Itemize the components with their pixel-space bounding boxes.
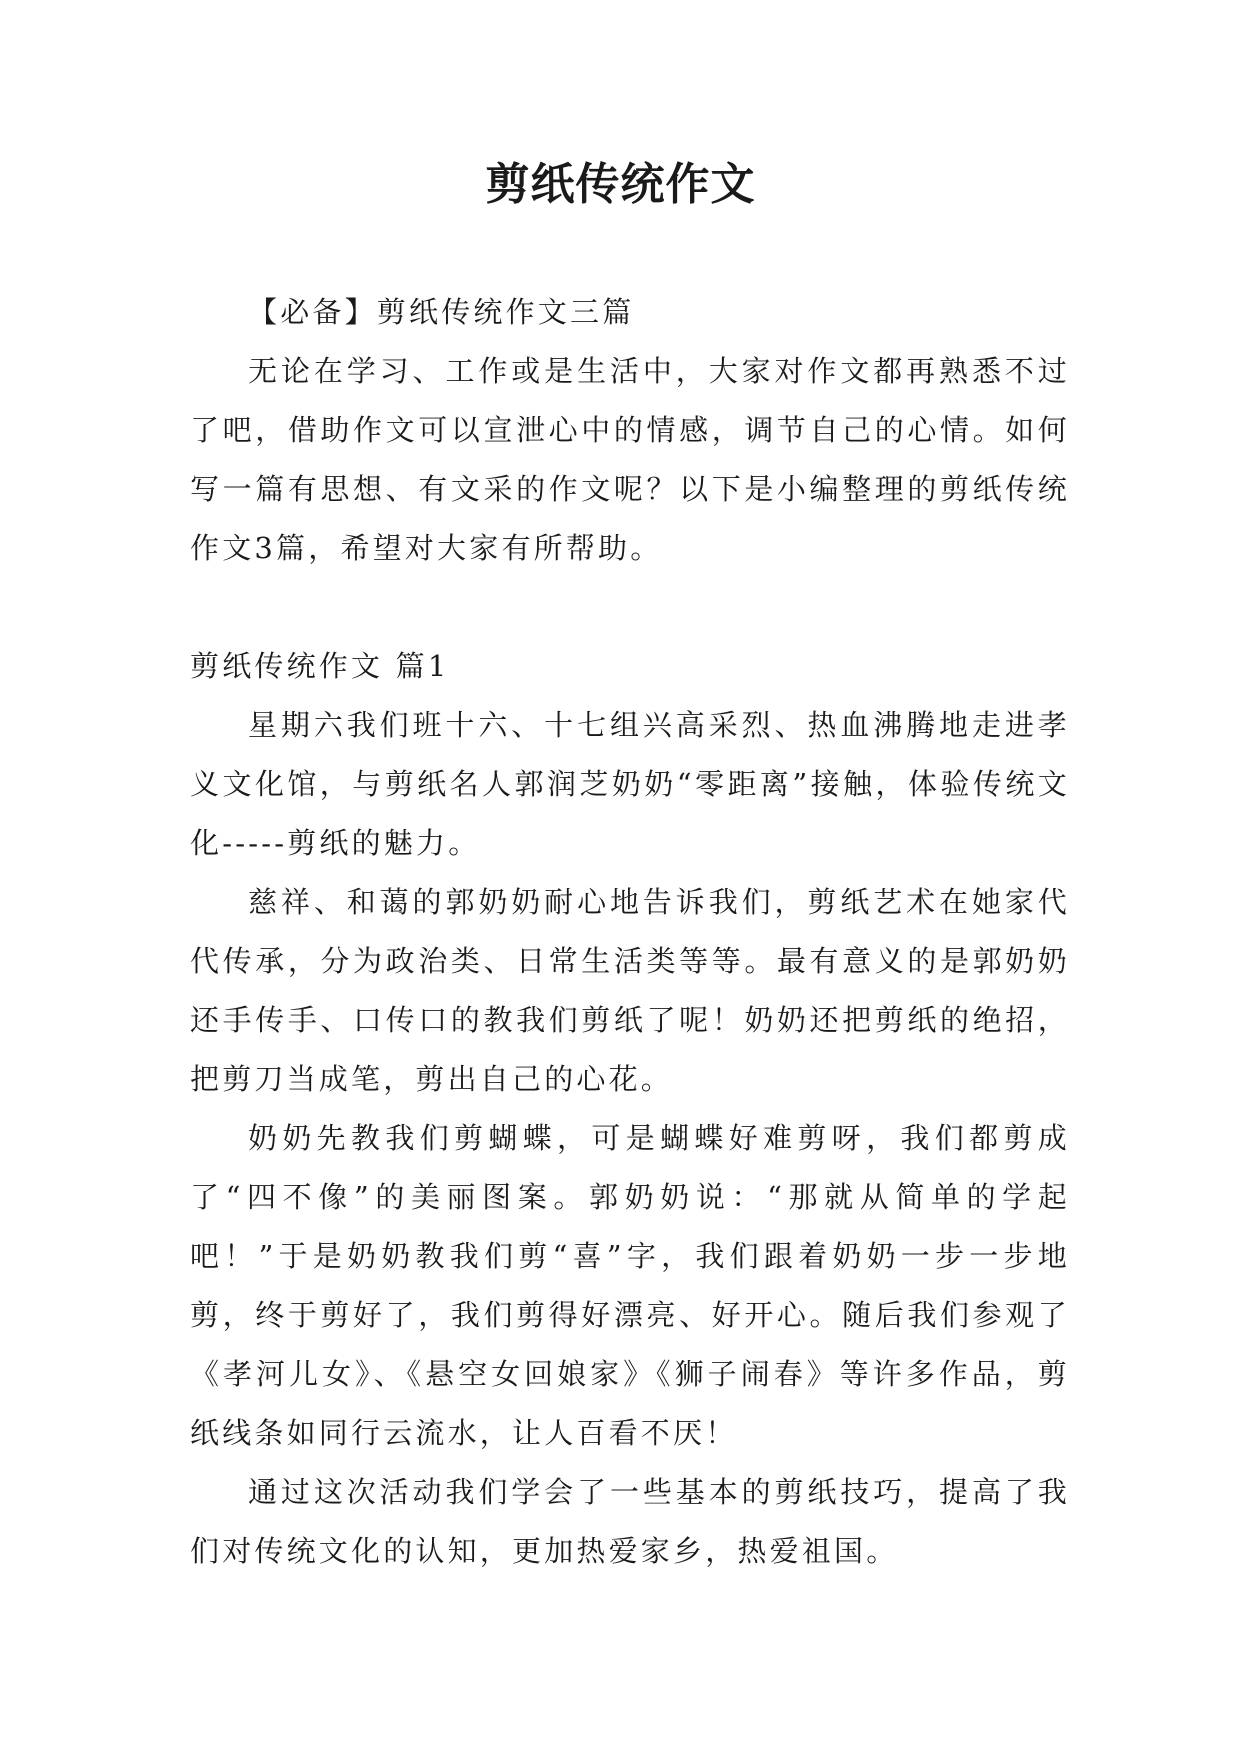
subtitle-line: 【必备】剪纸传统作文三篇 [248,295,635,329]
intro-paragraph: 无论在学习、工作或是生活中，大家对作文都再熟悉不过了吧，借助作文可以宣泄心中的情感，调节自己的心情。如何写一篇有思想、有文采的作文呢？以下是小编整理的剪纸传统作文3篇，希望对大家有所帮助。 [190,354,1070,565]
document-body [190,283,1070,1581]
body-paragraph-1: 星期六我们班十六、十七组兴高采烈、热血沸腾地走进孝义文化馆，与剪纸名人郭润芝奶奶“零距离”接触，体验传统文化-----剪纸的魅力。 [190,708,1070,860]
document-title: 剪纸传统作文 [485,159,756,210]
section-heading: 剪纸传统作文 篇1 [190,649,450,683]
body-paragraph-3: 奶奶先教我们剪蝴蝶，可是蝴蝶好难剪呀，我们都剪成了“四不像”的美丽图案。郭奶奶说：“那就从简单的学起吧！”于是奶奶教我们剪“喜”字，我们跟着奶奶一步一步地剪，终于剪好了，我们剪得好漂亮、好开心。随后我们参观了《孝河儿女》、《悬空女回娘家》《狮子闹春》等许多作品，剪纸线条如同行云流水，让人百看不厌！ [190,1121,1070,1450]
body-paragraph-2: 慈祥、和蔼的郭奶奶耐心地告诉我们，剪纸艺术在她家代代传承，分为政治类、日常生活类等等。最有意义的是郭奶奶还手传手、口传口的教我们剪纸了呢！奶奶还把剪纸的绝招，把剪刀当成笔，剪出自己的心花。 [190,885,1070,1096]
body-paragraph-4: 通过这次活动我们学会了一些基本的剪纸技巧，提高了我们对传统文化的认知，更加热爱家乡，热爱祖国。 [190,1475,1070,1568]
blank-line [190,578,1070,637]
